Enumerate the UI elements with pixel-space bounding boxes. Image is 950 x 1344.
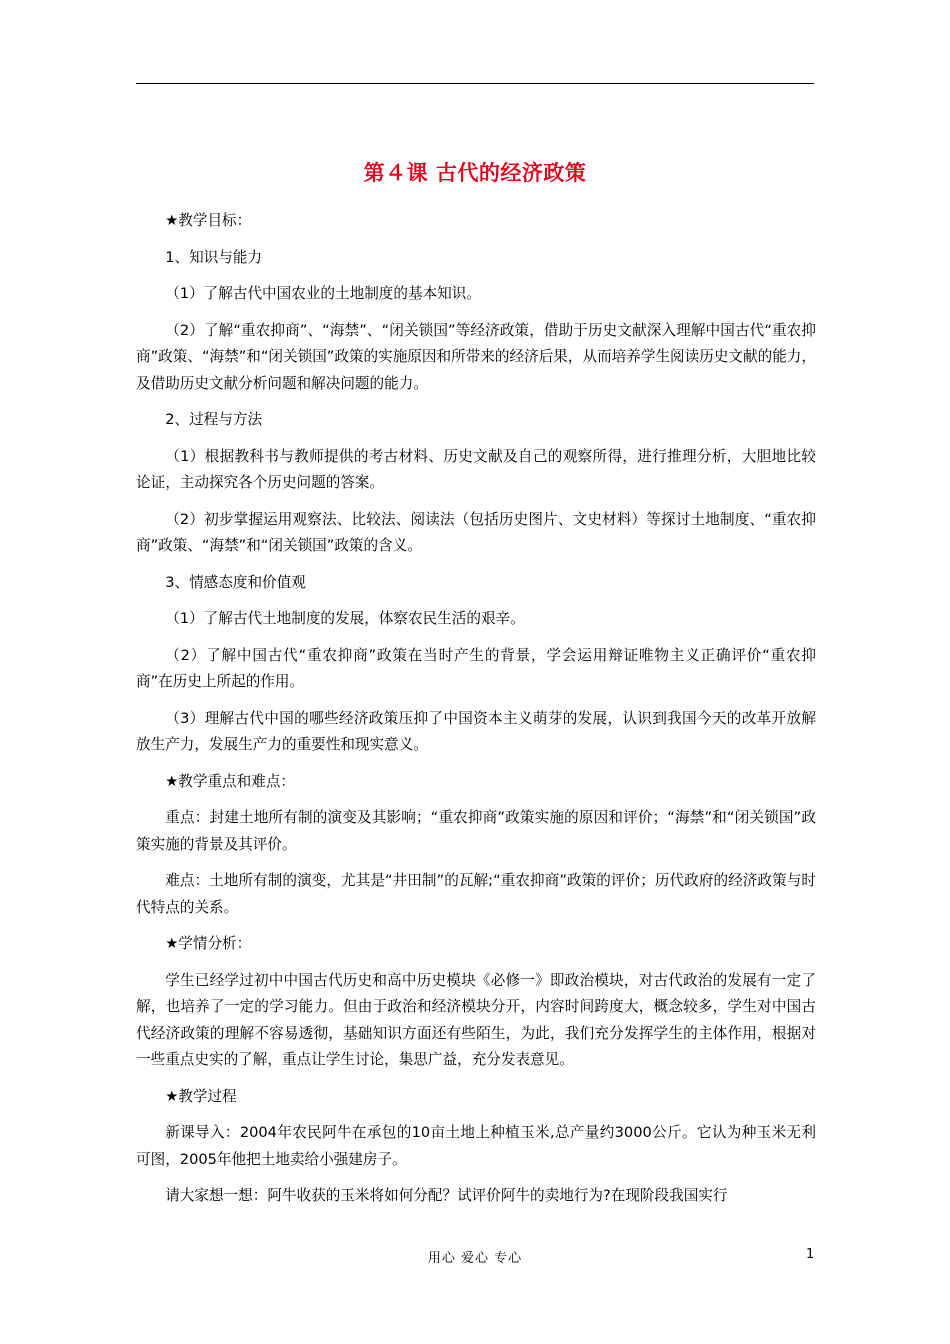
subheading-knowledge: 1、知识与能力: [165, 248, 263, 266]
section-heading-key-points: ★教学重点和难点：: [165, 772, 296, 790]
paragraph: 重点：封建土地所有制的演变及其影响；“重农抑商”政策实施的原因和评价；“海禁”和“闭关锁国”政策实施的背景及其评价。: [136, 809, 816, 853]
paragraph: （1）了解古代土地制度的发展，体察农民生活的艰辛。: [165, 610, 525, 627]
paragraph: （1）根据教科书与教师提供的考古材料、历史文献及自己的观察所得，进行推理分析，大胆地比较论证，主动探究各个历史问题的答案。: [136, 447, 816, 491]
document-body: [136, 208, 816, 1220]
lesson-title: 第４课 古代的经济政策: [363, 161, 587, 185]
subheading-values: 3、情感态度和价值观: [165, 573, 306, 591]
header-rule: [136, 83, 814, 84]
paragraph: （2）了解“重农抑商”、“海禁”、“闭关锁国”等经济政策，借助于历史文献深入理解中国古代“重农抑商”政策、“海禁”和“闭关锁国”政策的实施原因和所带来的经济后果，从而培养学生阅读历史文献的能力，及借助历史文献分析问题和解决问题的能力。: [136, 321, 816, 392]
section-heading-analysis: ★学情分析：: [165, 935, 252, 952]
paragraph: 难点：土地所有制的演变，尤其是“井田制”的瓦解;“重农抑商”政策的评价；历代政府的经济政策与时代特点的关系。: [136, 872, 816, 916]
paragraph: 学生已经学过初中中国古代历史和高中历史模块《必修一》即政治模块，对古代政治的发展有一定了解，也培养了一定的学习能力。但由于政治和经济模块分开，内容时间跨度大，概念较多，学生对中国古代经济政策的理解不容易透彻，基础知识方面还有些陌生，为此，我们充分发挥学生的主体作用，根据对一些重点史实的了解，重点让学生讨论，集思广益，充分发表意见。: [136, 971, 816, 1068]
paragraph: 请大家想一想：阿牛收获的玉米将如何分配？试评价阿牛的卖地行为?在现阶段我国实行: [165, 1187, 728, 1204]
section-heading-process: ★教学过程: [165, 1087, 237, 1105]
footer-motto: 用心 爱心 专心: [427, 1251, 523, 1266]
page-number: 1: [806, 1247, 815, 1262]
subheading-process: 2、过程与方法: [165, 411, 263, 428]
paragraph: （2）初步掌握运用观察法、比较法、阅读法（包括历史图片、文史材料）等探讨土地制度、“重农抑商”政策、“海禁”和“闭关锁国”政策的含义。: [136, 510, 816, 554]
section-heading-objectives: ★教学目标：: [165, 212, 252, 229]
paragraph: 新课导入：2004年农民阿牛在承包的10亩土地上种植玉米,总产量约3000公斤。它认为种玉米无利可图，2005年他把土地卖给小强建房子。: [136, 1124, 816, 1168]
paragraph: （1）了解古代中国农业的土地制度的基本知识。: [165, 285, 481, 302]
paragraph: （3）理解古代中国的哪些经济政策压抑了中国资本主义萌芽的发展，认识到我国今天的改革开放解放生产力，发展生产力的重要性和现实意义。: [136, 709, 816, 753]
paragraph: （2）了解中国古代“重农抑商”政策在当时产生的背景，学会运用辩证唯物主义正确评价“重农抑商”在历史上所起的作用。: [136, 646, 816, 690]
